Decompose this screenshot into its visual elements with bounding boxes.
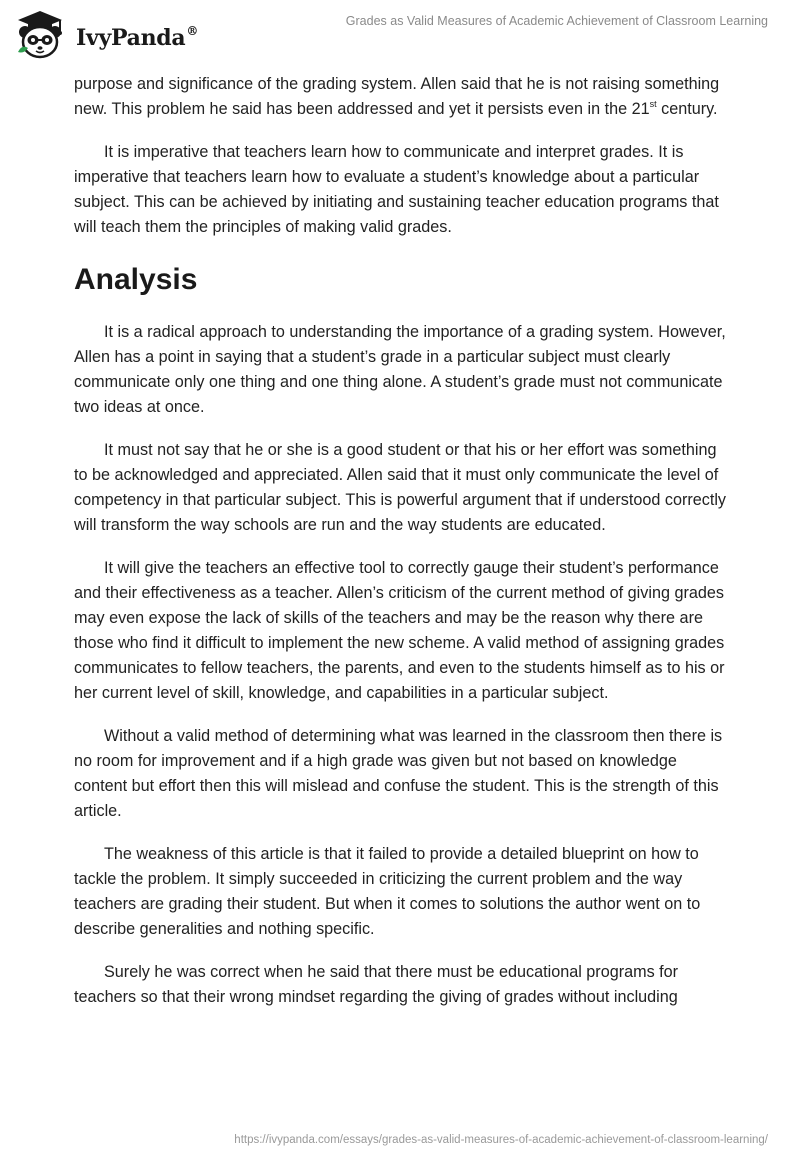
brand-name: IvyPanda® — [76, 24, 199, 51]
paragraph-4: It must not say that he or she is a good student or that his or her effort was something to be acknowledged and appreciated. Allen said that it must only communicate the level of competency in that particular subject. This is powerful argument that if understood correctly will transform the way schools are run and the way students are educated. — [74, 441, 727, 534]
page-header — [0, 0, 800, 70]
panda-graduate-icon — [14, 8, 66, 65]
ordinal-suffix: st — [649, 99, 657, 109]
paragraph-6: Without a valid method of determining what was learned in the classroom then there is no room for improvement and if a high grade was given but not based on knowledge content but effort then this will mislead and confuse the student. This is the strength of this article. — [74, 727, 723, 820]
paragraph-3: It is a radical approach to understanding the importance of a grading system. However, Allen has a point in saying that a student’s grade in a particular subject must clearly communicate only one thing and one thing alone. A student’s grade must not communicate two ideas at once. — [74, 323, 726, 416]
paragraph-2: It is imperative that teachers learn how to communicate and interpret grades. It is imperative that teachers learn how to evaluate a student’s knowledge about a particular subject. This can be achieved by initiating and sustaining teacher education programs that will teach them the principles of making valid grades. — [74, 143, 719, 236]
paragraph-7: The weakness of this article is that it failed to provide a detailed blueprint on how to tackle the problem. It simply succeeded in criticizing the current problem and the way teachers are grading their student. But when it comes to solutions the author went on to describe generalities and nothing specific. — [74, 845, 701, 938]
source-url[interactable]: https://ivypanda.com/essays/grades-as-valid-measures-of-academic-achievement-of-classroom-learning/ — [234, 1134, 768, 1146]
section-heading-analysis: Analysis — [74, 263, 198, 296]
registered-mark: ® — [186, 24, 199, 38]
paragraph-1: purpose and significance of the grading system. Allen said that he is not raising something new. This problem he said has been addressed and yet it persists even in the 21st century. — [74, 75, 720, 118]
paragraph-8: Surely he was correct when he said that there must be educational programs for teachers so that their wrong mindset regarding the giving of grades without including — [74, 963, 679, 1006]
document-title: Grades as Valid Measures of Academic Achievement of Classroom Learning — [345, 14, 768, 28]
essay-body — [74, 72, 730, 1028]
paragraph-5: It will give the teachers an effective tool to correctly gauge their student’s performance and their effectiveness as a teacher. Allen’s criticism of the current method of giving grades may even expose the lack of skills of the teachers and may be the reason why there are those who find it difficult to implement the new scheme. A valid method of assigning grades communicates to fellow teachers, the parents, and even to the students himself as to his or her current level of skill, knowledge, and capabilities in a particular subject. — [74, 559, 725, 702]
ivypanda-logo[interactable] — [14, 8, 198, 65]
